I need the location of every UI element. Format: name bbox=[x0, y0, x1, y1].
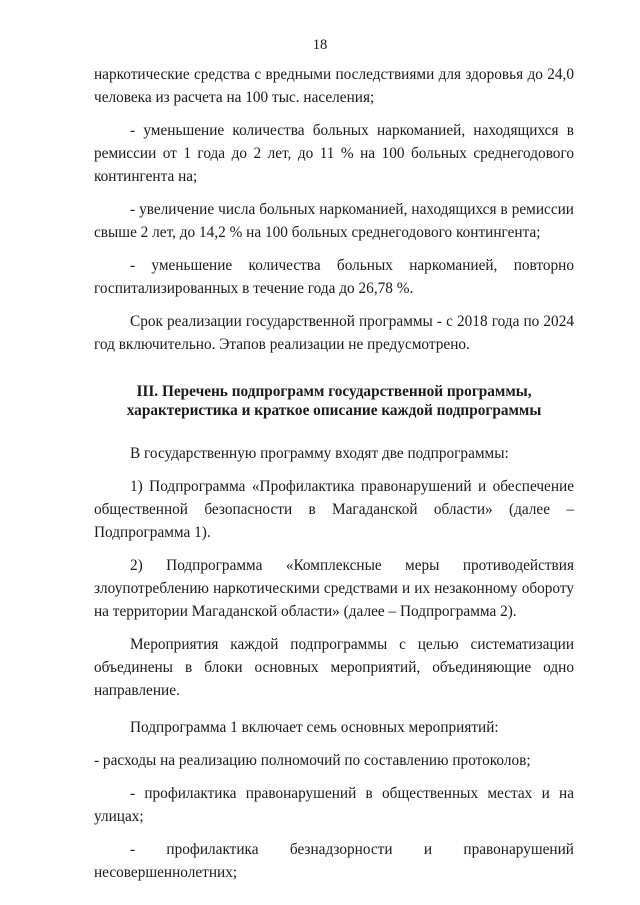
paragraph-subprogram-2: 2) Подпрограмма «Комплексные меры противодействия злоупотреблению наркотическими средствами и их незаконному обороту на территории Магаданской области» (далее – Подпрограмма 2). bbox=[94, 557, 574, 620]
paragraph-remission-1-2-years: - уменьшение количества больных наркоманией, находящихся в ремиссии от 1 года до 2 лет, до 11 % на 100 больных среднегодового контингента на; bbox=[94, 122, 574, 185]
paragraph-remission-over-2-years: - увеличение числа больных наркоманией, находящихся в ремиссии свыше 2 лет, до 14,2 % на 100 больных среднегодового контингента; bbox=[94, 201, 574, 241]
page-number: 18 bbox=[312, 37, 328, 53]
document-body bbox=[94, 63, 574, 884]
paragraph-rehospitalization: - уменьшение количества больных наркоманией, повторно госпитализированных в течение года до 26,78 %. bbox=[94, 257, 574, 297]
list-item-protocols: - расходы на реализацию полномочий по составлению протоколов; bbox=[94, 752, 531, 769]
list-item-minors: - профилактика безнадзорности и правонарушений несовершеннолетних; bbox=[94, 841, 574, 881]
section-heading-line-2: характеристика и краткое описание каждой подпрограммы bbox=[126, 402, 542, 419]
paragraph-seven-activities: Подпрограмма 1 включает семь основных мероприятий: bbox=[130, 719, 499, 736]
section-heading-line-1: III. Перечень подпрограмм государственной программы, bbox=[136, 383, 532, 400]
paragraph-activity-blocks: Мероприятия каждой подпрограммы с целью систематизации объединены в блоки основных мероприятий, объединяющие одно направление. bbox=[94, 636, 574, 699]
paragraph-two-subprograms: В государственную программу входят две подпрограммы: bbox=[130, 445, 509, 462]
section-heading bbox=[94, 382, 574, 420]
paragraph-continuation: наркотические средства с вредными последствиями для здоровья до 24,0 человека из расчета на 100 тыс. населения; bbox=[94, 66, 574, 106]
paragraph-subprogram-1: 1) Подпрограмма «Профилактика правонарушений и обеспечение общественной безопасности в Магаданской области» (далее – Подпрограмма 1). bbox=[94, 478, 574, 541]
list-item-public-places: - профилактика правонарушений в общественных местах и на улицах; bbox=[94, 785, 574, 825]
paragraph-implementation-period: Срок реализации государственной программы - с 2018 года по 2024 год включительно. Этапов реализации не предусмотрено. bbox=[94, 313, 574, 353]
